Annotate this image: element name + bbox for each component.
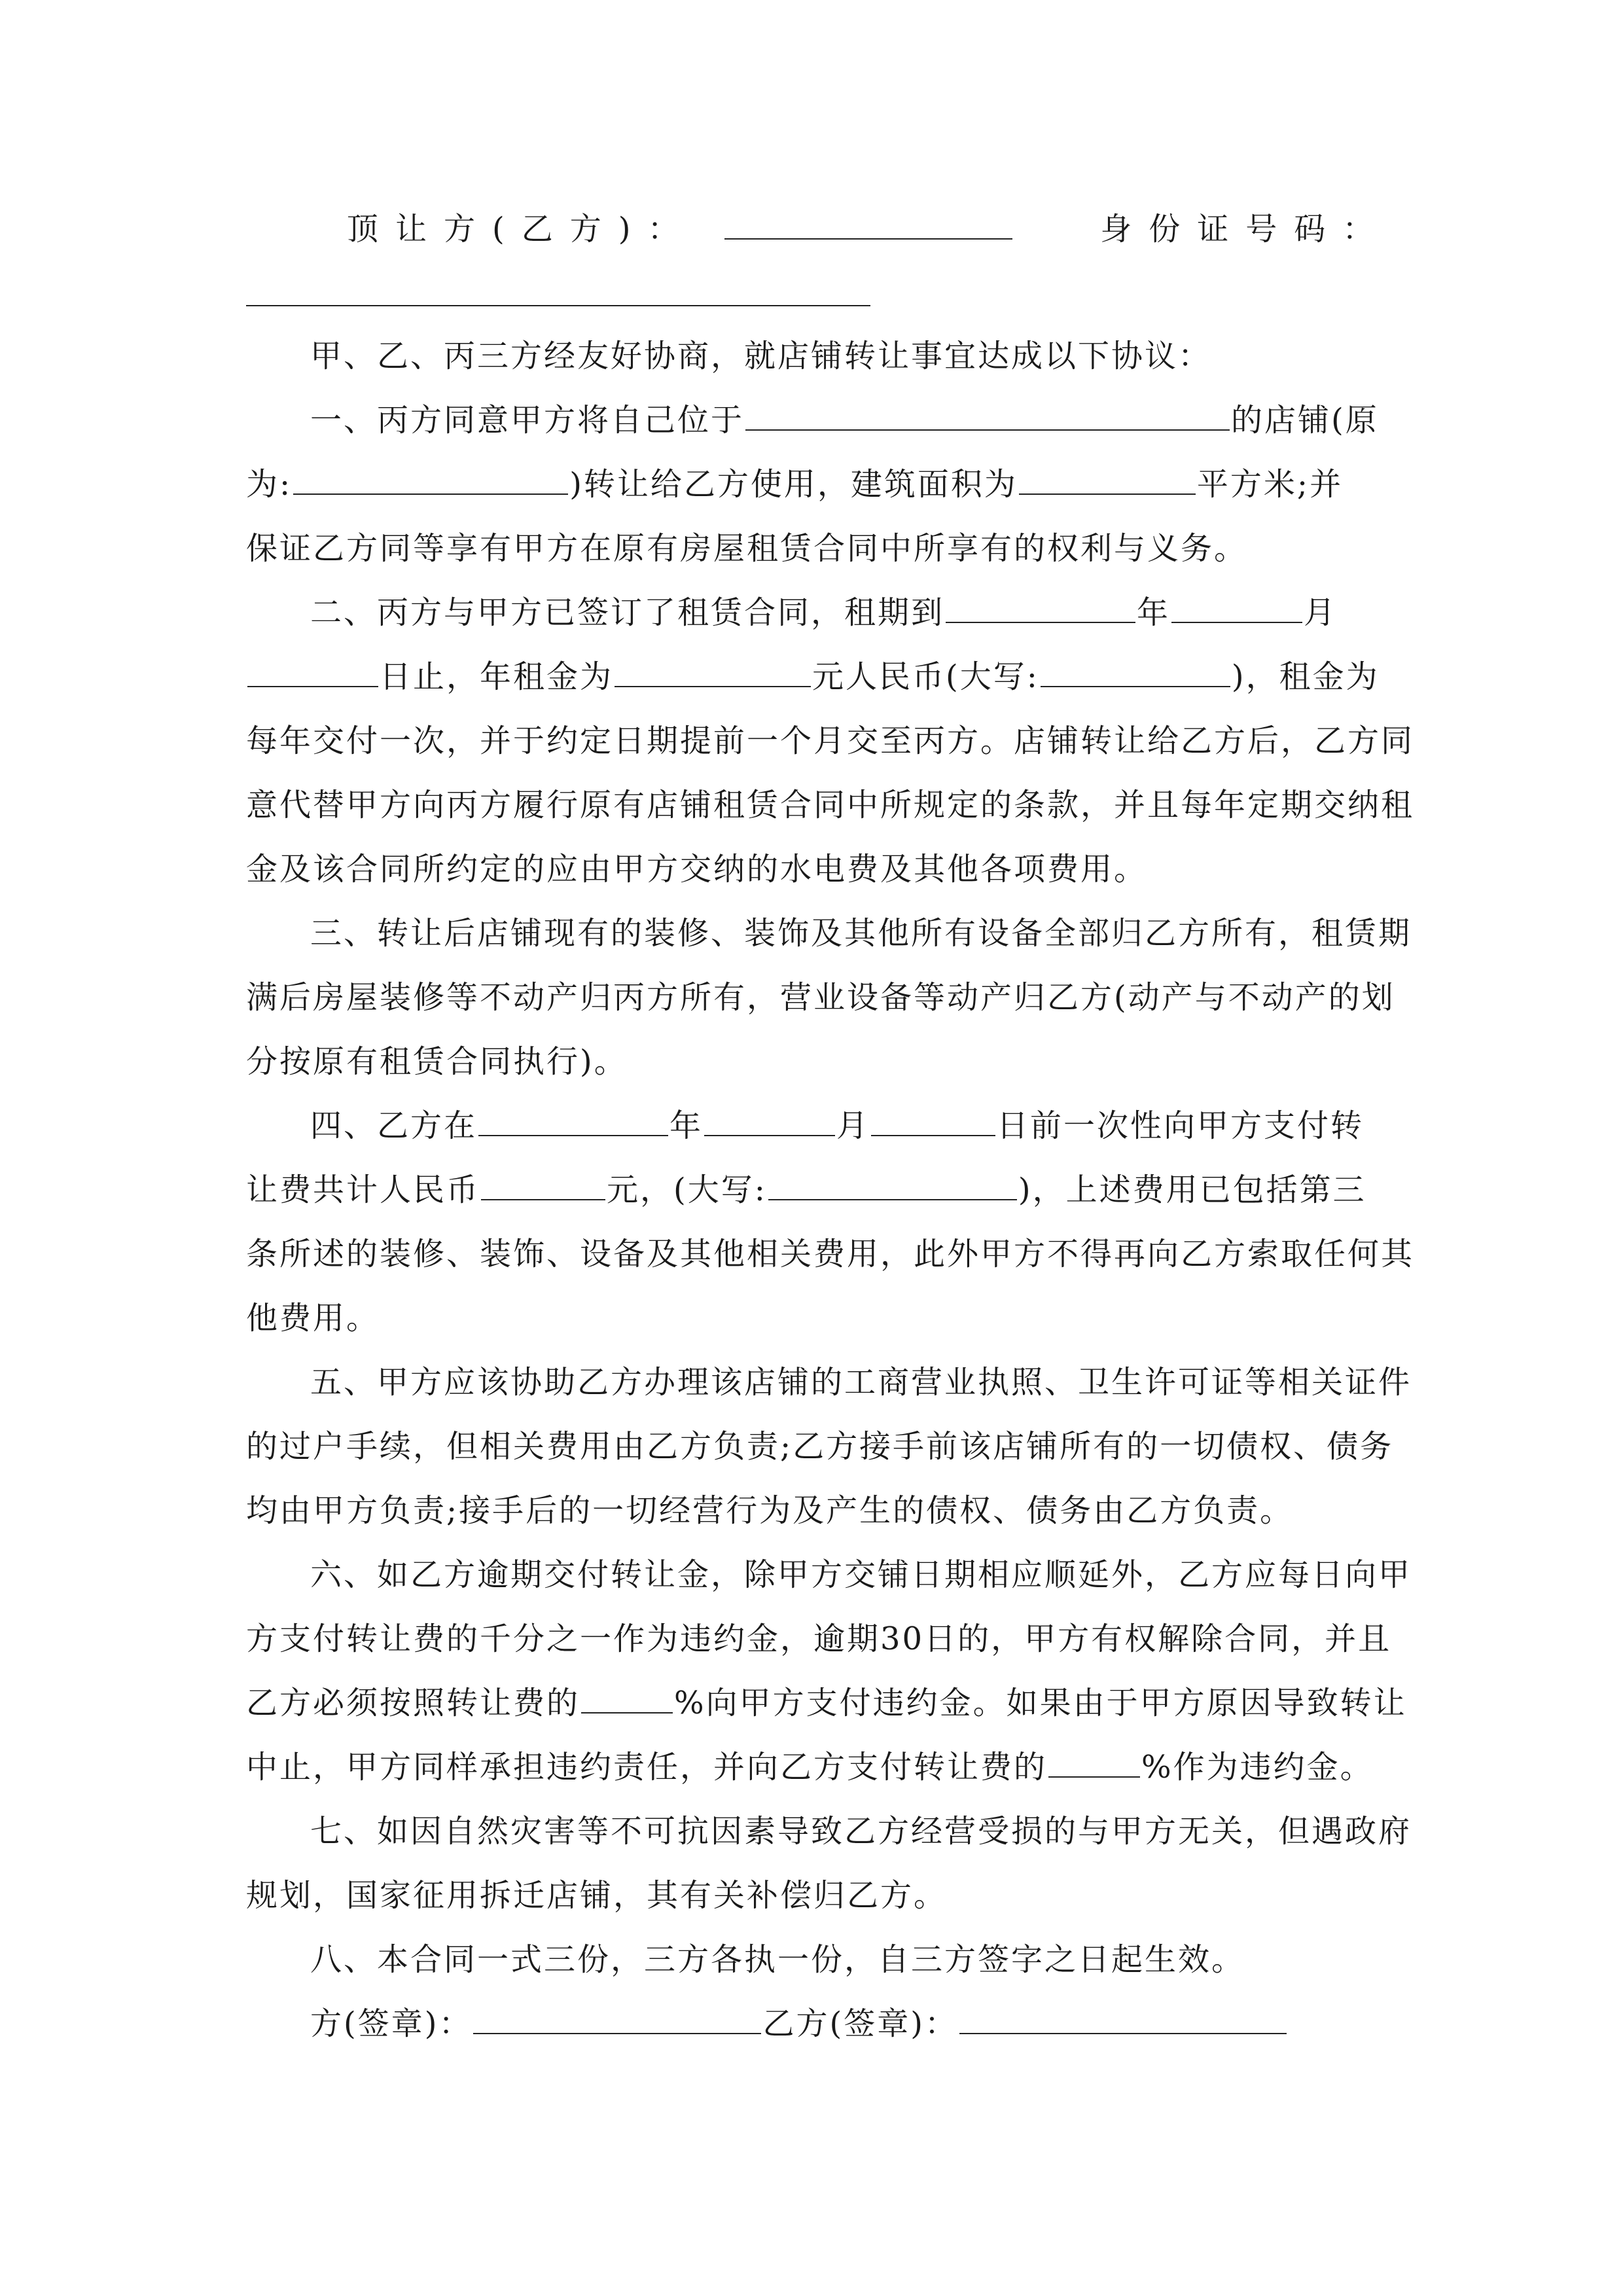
clause-4-text-e: )，上述费用已包括第三 <box>1018 1172 1366 1208</box>
id-number-label: 身份证号码： <box>1100 211 1391 247</box>
party-a-signature-blank[interactable] <box>473 2004 761 2034</box>
party-b-signature-blank[interactable] <box>959 2004 1287 2034</box>
clause-2-text-b: 日止，年租金为 <box>380 658 614 695</box>
clause-4-text-d: 元，(大写: <box>607 1172 767 1208</box>
party-b-header <box>347 209 1391 249</box>
clause-3-line-3: 分按原有租赁合同执行)。 <box>246 1043 628 1080</box>
clause-3-line-1: 三、转让后店铺现有的装修、装饰及其他所有设备全部归乙方所有，租赁期 <box>310 915 1412 952</box>
clause-2-year-label: 年 <box>1137 594 1171 631</box>
clause-1-text-e: 平方米;并 <box>1196 466 1344 503</box>
original-use-blank[interactable] <box>293 465 568 495</box>
transfer-fee-blank[interactable] <box>481 1170 605 1200</box>
annual-rent-blank[interactable] <box>615 657 811 687</box>
intro-paragraph: 甲、乙、丙三方经友好协商，就店铺转让事宜达成以下协议： <box>310 338 1212 374</box>
clause-7-line-1: 七、如因自然灾害等不可抗因素导致乙方经营受损的与甲方无关，但遇政府 <box>310 1813 1412 1850</box>
id-number-blank[interactable] <box>246 305 870 306</box>
clause-5-line-1: 五、甲方应该协助乙方办理该店铺的工商营业执照、卫生许可证等相关证件 <box>310 1364 1412 1401</box>
clause-6-text-a: 乙方必须按照转让费的 <box>246 1685 580 1721</box>
clause-4-line-1 <box>310 1106 1378 1145</box>
party-b-signature-label: 乙方(签章)： <box>762 2005 958 2042</box>
party-a-signature-label: 方(签章)： <box>310 2005 473 2042</box>
penalty-percent-b-blank[interactable] <box>581 1683 673 1713</box>
clause-3-line-2: 满后房屋装修等不动产归丙方所有，营业设备等动产归乙方(动产与不动产的划 <box>246 979 1395 1016</box>
floor-area-blank[interactable] <box>1019 465 1196 495</box>
payment-day-blank[interactable] <box>871 1106 995 1136</box>
clause-2-line-2 <box>246 657 1378 696</box>
clause-5-line-3: 均由甲方负责;接手后的一切经营行为及产生的债权、债务由乙方负责。 <box>246 1492 1294 1529</box>
party-b-label: 顶让方(乙方)： <box>347 211 696 247</box>
clause-8-line-1: 八、本合同一式三份，三方各执一份，自三方签字之日起生效。 <box>310 1941 1245 1978</box>
clause-4-text-c: 让费共计人民币 <box>246 1172 480 1208</box>
clause-2-text-a: 二、丙方与甲方已签订了租赁合同，租期到 <box>310 594 945 631</box>
clause-6-text-b: %向甲方支付违约金。如果由于甲方原因导致转让 <box>674 1685 1407 1721</box>
clause-6-line-3 <box>246 1683 1407 1723</box>
signature-line <box>310 2004 1378 2043</box>
clause-2-month-label: 月 <box>1304 594 1338 631</box>
clause-6-text-d: %作为违约金。 <box>1141 1749 1374 1785</box>
clause-5-line-2: 的过户手续，但相关费用由乙方负责;乙方接手前该店铺所有的一切债权、债务 <box>246 1428 1394 1465</box>
clause-4-line-4: 他费用。 <box>246 1300 380 1336</box>
clause-2-line-5: 金及该合同所约定的应由甲方交纳的水电费及其他各项费用。 <box>246 851 1148 888</box>
clause-4-month-label: 月 <box>836 1107 870 1144</box>
clause-1-line-1 <box>310 401 1378 440</box>
clause-4-text-a: 四、乙方在 <box>310 1107 478 1144</box>
lease-end-month-blank[interactable] <box>1171 593 1302 623</box>
payment-year-blank[interactable] <box>478 1106 668 1136</box>
clause-4-line-2 <box>246 1170 1378 1210</box>
transfer-fee-words-blank[interactable] <box>768 1170 1017 1200</box>
clause-2-line-4: 意代替甲方向丙方履行原有店铺租赁合同中所规定的条款，并且每年定期交纳租 <box>246 787 1415 823</box>
clause-7-line-2: 规划，国家征用拆迁店铺，其有关补偿归乙方。 <box>246 1877 948 1914</box>
clause-2-line-3: 每年交付一次，并于约定日期提前一个月交至丙方。店铺转让给乙方后，乙方同 <box>246 723 1415 759</box>
clause-2-line-1 <box>310 593 1378 632</box>
lease-end-year-blank[interactable] <box>946 593 1135 623</box>
shop-location-blank[interactable] <box>745 401 1230 431</box>
clause-1-text-d: )转让给乙方使用，建筑面积为 <box>569 466 1018 503</box>
annual-rent-words-blank[interactable] <box>1041 657 1230 687</box>
clause-1-text-c: 为: <box>246 466 293 503</box>
clause-1-text-b: 的店铺(原 <box>1231 402 1379 439</box>
clause-6-line-1: 六、如乙方逾期交付转让金，除甲方交铺日期相应顺延外，乙方应每日向甲 <box>310 1556 1412 1593</box>
party-b-name-blank[interactable] <box>724 209 1012 240</box>
clause-4-line-3: 条所述的装修、装饰、设备及其他相关费用，此外甲方不得再向乙方索取任何其 <box>246 1236 1415 1272</box>
lease-end-day-blank[interactable] <box>247 657 378 687</box>
clause-4-year-label: 年 <box>669 1107 704 1144</box>
clause-6-text-c: 中止，甲方同样承担违约责任，并向乙方支付转让费的 <box>246 1749 1048 1785</box>
clause-1-line-2 <box>246 465 1378 504</box>
clause-1-text-a: 一、丙方同意甲方将自己位于 <box>310 402 745 439</box>
clause-6-line-4 <box>246 1748 1378 1787</box>
penalty-percent-a-blank[interactable] <box>1048 1748 1140 1778</box>
clause-6-line-2: 方支付转让费的千分之一作为违约金，逾期30日的，甲方有权解除合同，并且 <box>246 1621 1392 1657</box>
clause-1-line-3: 保证乙方同等享有甲方在原有房屋租赁合同中所享有的权利与义务。 <box>246 530 1248 567</box>
clause-2-text-c: 元人民币(大写: <box>812 658 1039 695</box>
payment-month-blank[interactable] <box>704 1106 835 1136</box>
clause-2-text-d: )，租金为 <box>1231 658 1380 695</box>
clause-4-text-b: 日前一次性向甲方支付转 <box>997 1107 1364 1144</box>
